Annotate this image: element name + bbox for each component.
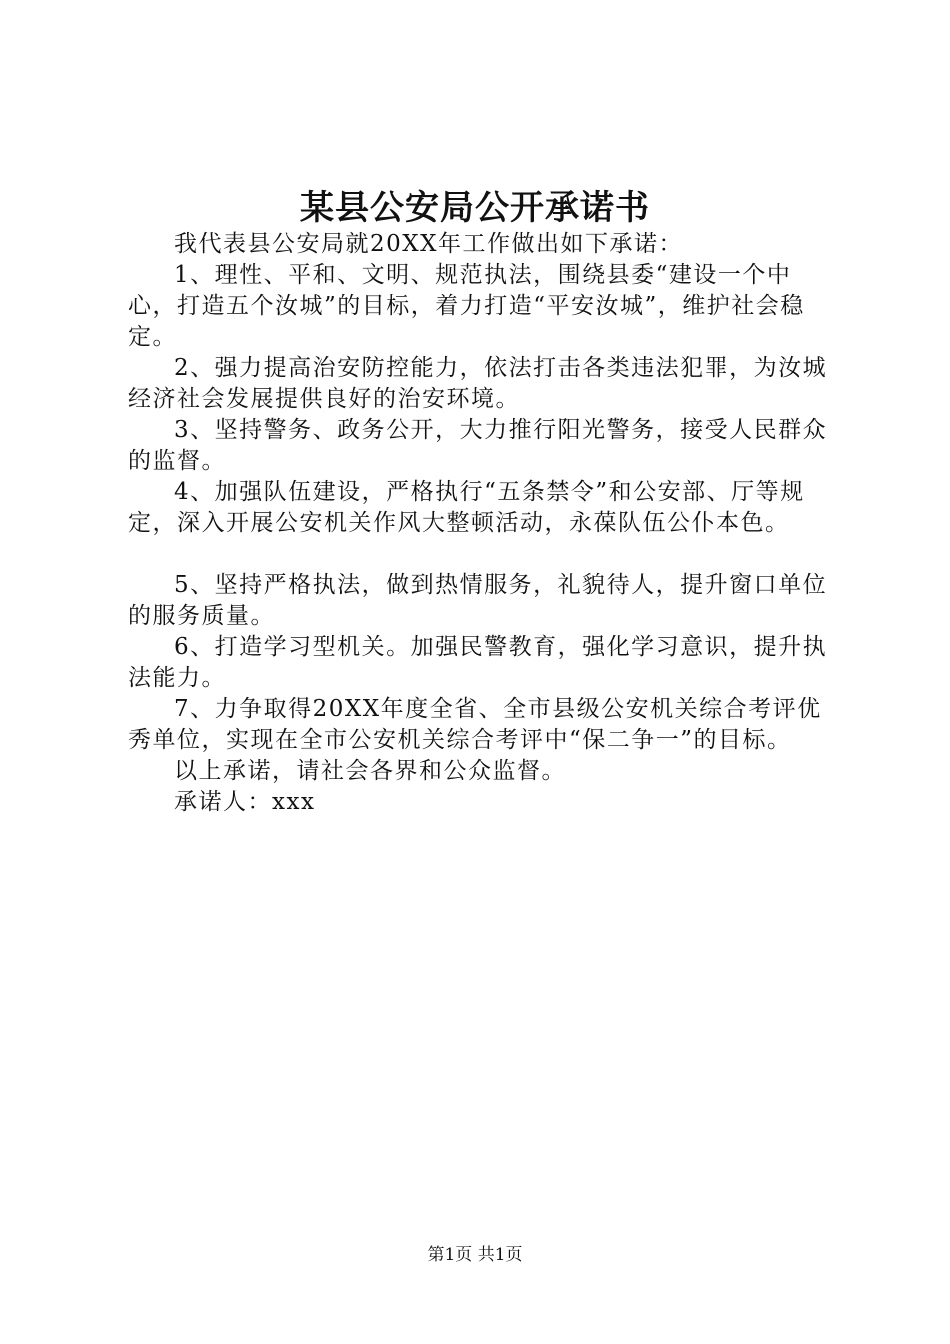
closing-paragraph: 以上承诺，请社会各界和公众监督。: [174, 758, 566, 784]
commitment-item-5: 5、坚持严格执法，做到热情服务，礼貌待人，提升窗口单位的服务质量。: [128, 572, 828, 629]
commitment-item-7: 7、力争取得20XX年度全省、全市县级公安机关综合考评优秀单位，实现在全市公安机关综合考评中“保二争一”的目标。: [128, 696, 822, 753]
intro-paragraph: 我代表县公安局就20XX年工作做出如下承诺：: [174, 231, 684, 257]
page-footer: 第1页 共1页: [427, 1245, 523, 1265]
document-body: [128, 229, 832, 818]
commitment-item-3: 3、坚持警务、政务公开，大力推行阳光警务，接受人民群众的监督。: [128, 417, 828, 474]
document-title: 某县公安局公开承诺书: [300, 188, 650, 228]
commitment-item-1: 1、理性、平和、文明、规范执法，围绕县委“建设一个中心，打造五个汝城”的目标，着力打造“平安汝城”，维护社会稳定。: [128, 262, 805, 350]
commitment-item-2: 2、强力提高治安防控能力，依法打击各类违法犯罪，为汝城经济社会发展提供良好的治安环境。: [128, 355, 828, 412]
commitment-item-4: 4、加强队伍建设，严格执行“五条禁令”和公安部、厅等规定，深入开展公安机关作风大整顿活动，永葆队伍公仆本色。: [128, 479, 805, 536]
signer-line: 承诺人：xxx: [174, 789, 316, 815]
commitment-item-6: 6、打造学习型机关。加强民警教育，强化学习意识，提升执法能力。: [128, 634, 828, 691]
